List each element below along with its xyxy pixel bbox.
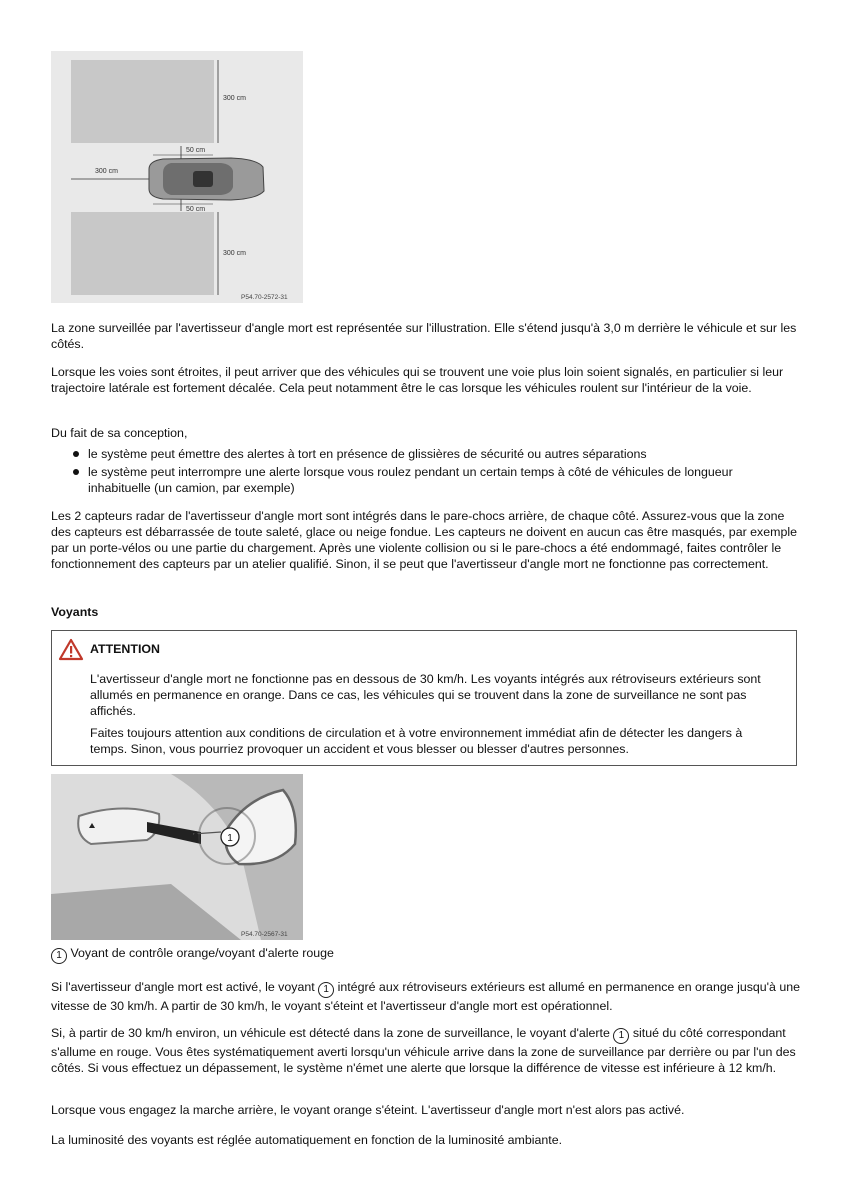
paragraph-conception: Du fait de sa conception,	[51, 426, 188, 440]
list-item: le système peut émettre des alertes à tort en présence de glissières de sécurité ou autres séparations	[70, 446, 790, 462]
upper-zone	[71, 60, 214, 143]
warning-paragraph-1: L'avertisseur d'angle mort ne fonctionne pas en dessous de 30 km/h. Les voyants intégrés aux rétroviseurs extérieurs sont allumés en permanence en orange. Dans ce cas, les véhicules qui se trouvent dans la zone de surveillance ne sont pas affichés.	[90, 672, 761, 718]
inline-marker: 1	[613, 1028, 629, 1044]
callout-number: 1	[227, 833, 233, 844]
mirror-illustration	[51, 774, 303, 940]
warning-box	[51, 630, 797, 766]
text-fragment: intégré aux rétroviseurs extérieurs est allumé en permanence en orange jusqu'à une vitesse de 30 km/h. A partir de 30 km/h, le voyant s'éteint et l'avertisseur d'angle mort est opérationnel.	[51, 980, 801, 1013]
caption-number: 1	[51, 948, 67, 964]
paragraph-activation	[51, 979, 801, 1014]
mirror-figure	[51, 774, 303, 940]
inline-marker: 1	[318, 982, 334, 998]
paragraph-sensors: Les 2 capteurs radar de l'avertisseur d'angle mort sont intégrés dans le pare-chocs arrière, de chaque côté. Assurez-vous que la zone des capteurs est débarrassée de toute saleté, glace ou neige fondue. Les capteurs ne doivent en aucun cas être masqués, par exemple par un porte-vélos ou une partie du chargement. Après une violente collision ou si le pare-chocs a été endommagé, faites contrôler le fonctionnement des capteurs par un atelier qualifié. Sinon, il se peut que l'avertisseur d'angle mort ne fonctionne pas correctement.	[51, 509, 797, 571]
bullet-list	[70, 446, 790, 498]
figure-caption	[51, 945, 801, 964]
warning-triangle-icon	[58, 638, 84, 662]
warning-paragraph-2: Faites toujours attention aux conditions de circulation et à votre environnement immédiat afin de détecter les dangers à temps. Sinon, vous pourriez provoquer un accident et vous blesser ou blesser d'autres personnes.	[90, 726, 743, 756]
lower-zone	[71, 212, 214, 295]
section-heading-voyants: Voyants	[51, 605, 99, 619]
label-top-gap: 50 cm	[186, 147, 206, 154]
label-bottom-depth: 300 cm	[223, 250, 246, 257]
figure-code: P54.70-2572-31	[241, 294, 288, 301]
figure-code: P54.70-2567-31	[241, 931, 288, 938]
car-top-view	[149, 158, 264, 200]
list-item: le système peut interrompre une alerte lorsque vous roulez pendant un certain temps à côté de véhicules de longueur inhabituelle (un camion, par exemple)	[70, 464, 790, 496]
blind-spot-zone-figure	[51, 51, 303, 303]
paragraph-brightness: La luminosité des voyants est réglée automatiquement en fonction de la luminosité ambiante.	[51, 1133, 563, 1147]
paragraph-intro: La zone surveillée par l'avertisseur d'angle mort est représentée sur l'illustration. Elle s'étend jusqu'à 3,0 m derrière le véhicule et sur les côtés.	[51, 321, 797, 351]
text-fragment: Si l'avertisseur d'angle mort est activé, le voyant	[51, 980, 315, 994]
warning-title: ATTENTION	[90, 642, 160, 656]
text-fragment: Si, à partir de 30 km/h environ, un véhicule est détecté dans la zone de surveillance, le voyant d'alerte	[51, 1026, 610, 1040]
label-left-length: 300 cm	[95, 168, 118, 175]
paragraph-narrow-lanes: Lorsque les voies sont étroites, il peut arriver que des véhicules qui se trouvent une voie plus loin soient signalés, en particulier si leur trajectoire latérale est fortement décalée. Cela peut notamment être le cas lorsque les véhicules roulent sur l'intérieur de la voie.	[51, 365, 784, 395]
caption-text: Voyant de contrôle orange/voyant d'alerte rouge	[70, 946, 334, 960]
paragraph-reverse: Lorsque vous engagez la marche arrière, le voyant orange s'éteint. L'avertisseur d'angle mort n'est alors pas activé.	[51, 1103, 685, 1117]
zone-diagram	[51, 51, 303, 303]
text-fragment: situé du côté correspondant s'allume en rouge. Vous êtes systématiquement averti lorsqu'un véhicule arrive dans la zone de surveillance par derrière ou par l'un des côtés. Si vous effectuez un dépassement, le système n'émet une alerte que lorsque la différence de vitesse est inférieure à 12 km/h.	[51, 1026, 796, 1075]
label-bottom-gap: 50 cm	[186, 206, 206, 213]
label-top-depth: 300 cm	[223, 95, 246, 102]
paragraph-detection	[51, 1025, 801, 1076]
